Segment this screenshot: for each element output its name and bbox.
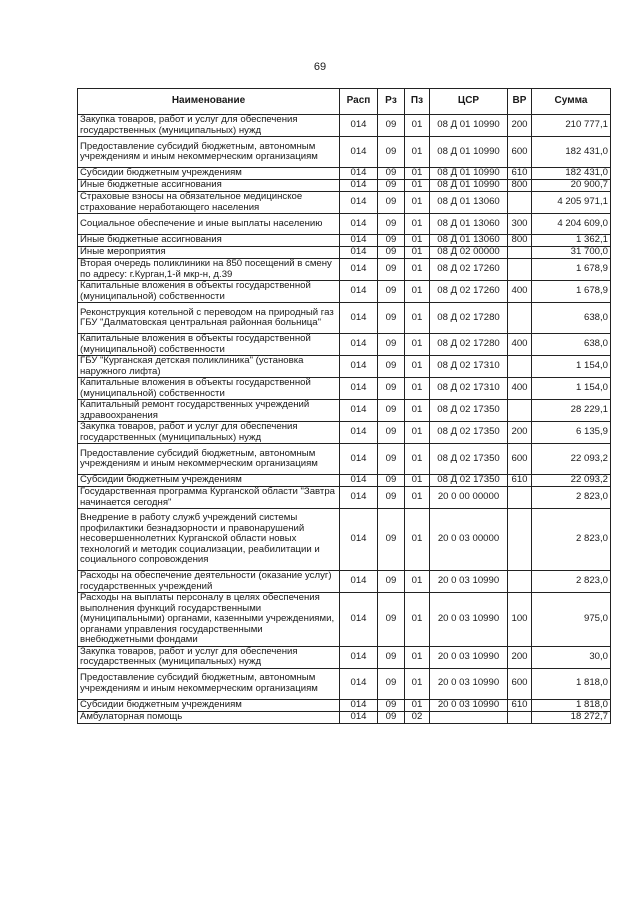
- cell-rz: 09: [378, 168, 405, 180]
- cell-sum: 31 700,0: [532, 247, 611, 259]
- table-row: [78, 235, 611, 247]
- cell-vr: 200: [508, 422, 532, 444]
- cell-rz: 09: [378, 668, 405, 699]
- cell-rasp: 014: [340, 509, 378, 571]
- cell-rz: 09: [378, 400, 405, 422]
- cell-name: Капитальный ремонт государственных учреждений здравоохранения: [78, 400, 340, 422]
- cell-rasp: 014: [340, 487, 378, 509]
- cell-name: Предоставление субсидий бюджетным, автономным учреждениям и иным некоммерческим организациям: [78, 444, 340, 475]
- cell-name: Субсидии бюджетным учреждениям: [78, 168, 340, 180]
- cell-rasp: 014: [340, 571, 378, 593]
- cell-csr: 08 Д 02 17350: [430, 475, 508, 487]
- cell-pz: 01: [405, 137, 430, 168]
- cell-sum: 28 229,1: [532, 400, 611, 422]
- cell-pz: 01: [405, 593, 430, 647]
- cell-rasp: 014: [340, 214, 378, 235]
- column-header-rasp: Расп: [340, 89, 378, 115]
- cell-rz: 09: [378, 422, 405, 444]
- cell-sum: 2 823,0: [532, 509, 611, 571]
- table-row: [78, 281, 611, 303]
- cell-pz: 02: [405, 711, 430, 723]
- table-row: [78, 571, 611, 593]
- cell-vr: [508, 259, 532, 281]
- cell-name: ГБУ "Курганская детская поликлиника" (установка наружного лифта): [78, 356, 340, 378]
- cell-vr: 100: [508, 593, 532, 647]
- cell-rz: 09: [378, 192, 405, 214]
- cell-name: Закупка товаров, работ и услуг для обеспечения государственных (муниципальных) нужд: [78, 646, 340, 668]
- table-row: [78, 444, 611, 475]
- cell-rasp: 014: [340, 137, 378, 168]
- table-row: [78, 711, 611, 723]
- cell-vr: [508, 711, 532, 723]
- cell-csr: 20 0 00 00000: [430, 487, 508, 509]
- cell-pz: 01: [405, 400, 430, 422]
- cell-vr: 600: [508, 668, 532, 699]
- cell-rasp: 014: [340, 247, 378, 259]
- table-row: [78, 400, 611, 422]
- cell-rz: 09: [378, 646, 405, 668]
- cell-pz: 01: [405, 422, 430, 444]
- table-row: [78, 168, 611, 180]
- cell-name: Иные мероприятия: [78, 247, 340, 259]
- cell-csr: 08 Д 02 17350: [430, 444, 508, 475]
- cell-csr: 08 Д 01 10990: [430, 168, 508, 180]
- cell-name: Капитальные вложения в объекты государственной (муниципальной) собственности: [78, 334, 340, 356]
- cell-rz: 09: [378, 214, 405, 235]
- cell-vr: 800: [508, 235, 532, 247]
- cell-rasp: 014: [340, 259, 378, 281]
- table-body: [78, 115, 611, 724]
- cell-rz: 09: [378, 593, 405, 647]
- cell-pz: 01: [405, 192, 430, 214]
- cell-csr: 20 0 03 10990: [430, 571, 508, 593]
- cell-rz: 09: [378, 571, 405, 593]
- cell-pz: 01: [405, 487, 430, 509]
- cell-sum: 182 431,0: [532, 137, 611, 168]
- cell-name: Расходы на обеспечение деятельности (оказание услуг) государственных учреждений: [78, 571, 340, 593]
- cell-sum: 1 678,9: [532, 281, 611, 303]
- cell-pz: 01: [405, 444, 430, 475]
- cell-name: Реконструкция котельной с переводом на природный газ ГБУ "Далматовская центральная районная больница": [78, 303, 340, 334]
- cell-rz: 09: [378, 475, 405, 487]
- cell-rz: 09: [378, 137, 405, 168]
- cell-rasp: 014: [340, 115, 378, 137]
- budget-table: [77, 88, 611, 724]
- cell-vr: 600: [508, 137, 532, 168]
- cell-name: Расходы на выплаты персоналу в целях обеспечения выполнения функций государственными (муниципальными) органами, казенными учреждениями, органами управления государственными внебюджетными фондами: [78, 593, 340, 647]
- cell-pz: 01: [405, 699, 430, 711]
- cell-sum: 18 272,7: [532, 711, 611, 723]
- cell-rasp: 014: [340, 180, 378, 192]
- cell-sum: 1 362,1: [532, 235, 611, 247]
- cell-vr: [508, 571, 532, 593]
- cell-rz: 09: [378, 281, 405, 303]
- cell-csr: 20 0 03 10990: [430, 646, 508, 668]
- cell-pz: 01: [405, 180, 430, 192]
- cell-vr: 400: [508, 334, 532, 356]
- cell-csr: 08 Д 02 17260: [430, 259, 508, 281]
- table-row: [78, 334, 611, 356]
- cell-sum: 1 154,0: [532, 378, 611, 400]
- cell-rz: 09: [378, 378, 405, 400]
- cell-sum: 20 900,7: [532, 180, 611, 192]
- cell-csr: 08 Д 02 17350: [430, 422, 508, 444]
- cell-name: Государственная программа Курганской области "Завтра начинается сегодня": [78, 487, 340, 509]
- table-row: [78, 646, 611, 668]
- cell-csr: 20 0 03 10990: [430, 668, 508, 699]
- cell-rasp: 014: [340, 422, 378, 444]
- cell-csr: 20 0 03 10990: [430, 593, 508, 647]
- table-row: [78, 356, 611, 378]
- cell-name: Амбулаторная помощь: [78, 711, 340, 723]
- cell-rz: 09: [378, 180, 405, 192]
- cell-vr: [508, 303, 532, 334]
- cell-csr: 20 0 03 00000: [430, 509, 508, 571]
- table-row: [78, 303, 611, 334]
- cell-rasp: 014: [340, 356, 378, 378]
- cell-csr: 08 Д 02 17350: [430, 400, 508, 422]
- cell-csr: 08 Д 02 17310: [430, 356, 508, 378]
- cell-vr: 400: [508, 281, 532, 303]
- cell-csr: 08 Д 01 13060: [430, 214, 508, 235]
- cell-rz: 09: [378, 334, 405, 356]
- table-row: [78, 668, 611, 699]
- cell-csr: 08 Д 01 13060: [430, 192, 508, 214]
- cell-rasp: 014: [340, 668, 378, 699]
- cell-rasp: 014: [340, 334, 378, 356]
- cell-pz: 01: [405, 571, 430, 593]
- cell-rz: 09: [378, 235, 405, 247]
- cell-csr: 20 0 03 10990: [430, 699, 508, 711]
- cell-pz: 01: [405, 334, 430, 356]
- table-row: [78, 214, 611, 235]
- table-row: [78, 192, 611, 214]
- cell-rasp: 014: [340, 281, 378, 303]
- cell-name: Социальное обеспечение и иные выплаты населению: [78, 214, 340, 235]
- cell-pz: 01: [405, 235, 430, 247]
- cell-vr: 610: [508, 699, 532, 711]
- cell-name: Субсидии бюджетным учреждениям: [78, 475, 340, 487]
- cell-pz: 01: [405, 115, 430, 137]
- cell-pz: 01: [405, 303, 430, 334]
- cell-vr: 600: [508, 444, 532, 475]
- column-header-pz: Пз: [405, 89, 430, 115]
- cell-vr: 800: [508, 180, 532, 192]
- page-number: 69: [313, 61, 327, 73]
- cell-csr: [430, 711, 508, 723]
- cell-name: Закупка товаров, работ и услуг для обеспечения государственных (муниципальных) нужд: [78, 422, 340, 444]
- cell-sum: 210 777,1: [532, 115, 611, 137]
- cell-csr: 08 Д 02 17280: [430, 303, 508, 334]
- table-row: [78, 422, 611, 444]
- cell-name: Субсидии бюджетным учреждениям: [78, 699, 340, 711]
- column-header-sum: Сумма: [532, 89, 611, 115]
- table-row: [78, 593, 611, 647]
- cell-sum: 6 135,9: [532, 422, 611, 444]
- cell-rz: 09: [378, 711, 405, 723]
- cell-rz: 09: [378, 487, 405, 509]
- cell-pz: 01: [405, 168, 430, 180]
- cell-vr: 610: [508, 475, 532, 487]
- cell-pz: 01: [405, 281, 430, 303]
- column-header-name: Наименование: [78, 89, 340, 115]
- table-row: [78, 259, 611, 281]
- cell-sum: 975,0: [532, 593, 611, 647]
- cell-rasp: 014: [340, 303, 378, 334]
- cell-sum: 22 093,2: [532, 475, 611, 487]
- table-header-row: [78, 89, 611, 115]
- table-row: [78, 115, 611, 137]
- cell-name: Вторая очередь поликлиники на 850 посещений в смену по адресу: г.Курган,1-й мкр-н, д.39: [78, 259, 340, 281]
- cell-name: Предоставление субсидий бюджетным, автономным учреждениям и иным некоммерческим организациям: [78, 137, 340, 168]
- cell-vr: 200: [508, 115, 532, 137]
- table-row: [78, 180, 611, 192]
- cell-pz: 01: [405, 668, 430, 699]
- cell-vr: 400: [508, 378, 532, 400]
- cell-rasp: 014: [340, 699, 378, 711]
- cell-name: Закупка товаров, работ и услуг для обеспечения государственных (муниципальных) нужд: [78, 115, 340, 137]
- cell-vr: [508, 247, 532, 259]
- cell-rasp: 014: [340, 235, 378, 247]
- cell-name: Внедрение в работу служб учреждений системы профилактики безнадзорности и правонарушений несовершеннолетних Курганской области новых технологий и методик социализации, реабилитации и социального сопровождения: [78, 509, 340, 571]
- cell-vr: [508, 192, 532, 214]
- cell-rz: 09: [378, 259, 405, 281]
- cell-rasp: 014: [340, 711, 378, 723]
- cell-vr: 300: [508, 214, 532, 235]
- cell-csr: 08 Д 01 10990: [430, 137, 508, 168]
- column-header-csr: ЦСР: [430, 89, 508, 115]
- cell-rz: 09: [378, 303, 405, 334]
- cell-rz: 09: [378, 356, 405, 378]
- cell-pz: 01: [405, 214, 430, 235]
- cell-vr: 200: [508, 646, 532, 668]
- cell-rasp: 014: [340, 400, 378, 422]
- table-row: [78, 509, 611, 571]
- cell-rasp: 014: [340, 378, 378, 400]
- cell-sum: 22 093,2: [532, 444, 611, 475]
- cell-pz: 01: [405, 475, 430, 487]
- cell-sum: 638,0: [532, 334, 611, 356]
- cell-pz: 01: [405, 646, 430, 668]
- cell-vr: 610: [508, 168, 532, 180]
- cell-csr: 08 Д 01 10990: [430, 115, 508, 137]
- cell-sum: 1 154,0: [532, 356, 611, 378]
- cell-pz: 01: [405, 356, 430, 378]
- cell-csr: 08 Д 01 10990: [430, 180, 508, 192]
- cell-rasp: 014: [340, 593, 378, 647]
- cell-rasp: 014: [340, 192, 378, 214]
- cell-rz: 09: [378, 509, 405, 571]
- table-row: [78, 247, 611, 259]
- column-header-rz: Рз: [378, 89, 405, 115]
- cell-sum: 1 818,0: [532, 699, 611, 711]
- cell-rz: 09: [378, 115, 405, 137]
- table-row: [78, 378, 611, 400]
- cell-sum: 1 678,9: [532, 259, 611, 281]
- cell-pz: 01: [405, 378, 430, 400]
- cell-pz: 01: [405, 259, 430, 281]
- column-header-vr: ВР: [508, 89, 532, 115]
- cell-rz: 09: [378, 699, 405, 711]
- cell-vr: [508, 400, 532, 422]
- cell-name: Предоставление субсидий бюджетным, автономным учреждениям и иным некоммерческим организациям: [78, 668, 340, 699]
- cell-name: Иные бюджетные ассигнования: [78, 235, 340, 247]
- cell-pz: 01: [405, 247, 430, 259]
- cell-sum: 638,0: [532, 303, 611, 334]
- cell-sum: 30,0: [532, 646, 611, 668]
- cell-rz: 09: [378, 247, 405, 259]
- cell-csr: 08 Д 02 17260: [430, 281, 508, 303]
- cell-pz: 01: [405, 509, 430, 571]
- cell-name: Капитальные вложения в объекты государственной (муниципальной) собственности: [78, 378, 340, 400]
- table-row: [78, 475, 611, 487]
- cell-sum: 4 204 609,0: [532, 214, 611, 235]
- cell-name: Капитальные вложения в объекты государственной (муниципальной) собственности: [78, 281, 340, 303]
- cell-rz: 09: [378, 444, 405, 475]
- cell-csr: 08 Д 02 17280: [430, 334, 508, 356]
- cell-sum: 182 431,0: [532, 168, 611, 180]
- cell-sum: 1 818,0: [532, 668, 611, 699]
- cell-name: Иные бюджетные ассигнования: [78, 180, 340, 192]
- cell-sum: 4 205 971,1: [532, 192, 611, 214]
- cell-sum: 2 823,0: [532, 571, 611, 593]
- table-row: [78, 699, 611, 711]
- table-row: [78, 487, 611, 509]
- cell-rasp: 014: [340, 444, 378, 475]
- cell-rasp: 014: [340, 475, 378, 487]
- table-row: [78, 137, 611, 168]
- cell-vr: [508, 487, 532, 509]
- cell-vr: [508, 509, 532, 571]
- cell-name: Страховые взносы на обязательное медицинское страхование неработающего населения: [78, 192, 340, 214]
- cell-vr: [508, 356, 532, 378]
- cell-sum: 2 823,0: [532, 487, 611, 509]
- cell-csr: 08 Д 01 13060: [430, 235, 508, 247]
- cell-csr: 08 Д 02 00000: [430, 247, 508, 259]
- cell-rasp: 014: [340, 168, 378, 180]
- cell-csr: 08 Д 02 17310: [430, 378, 508, 400]
- cell-rasp: 014: [340, 646, 378, 668]
